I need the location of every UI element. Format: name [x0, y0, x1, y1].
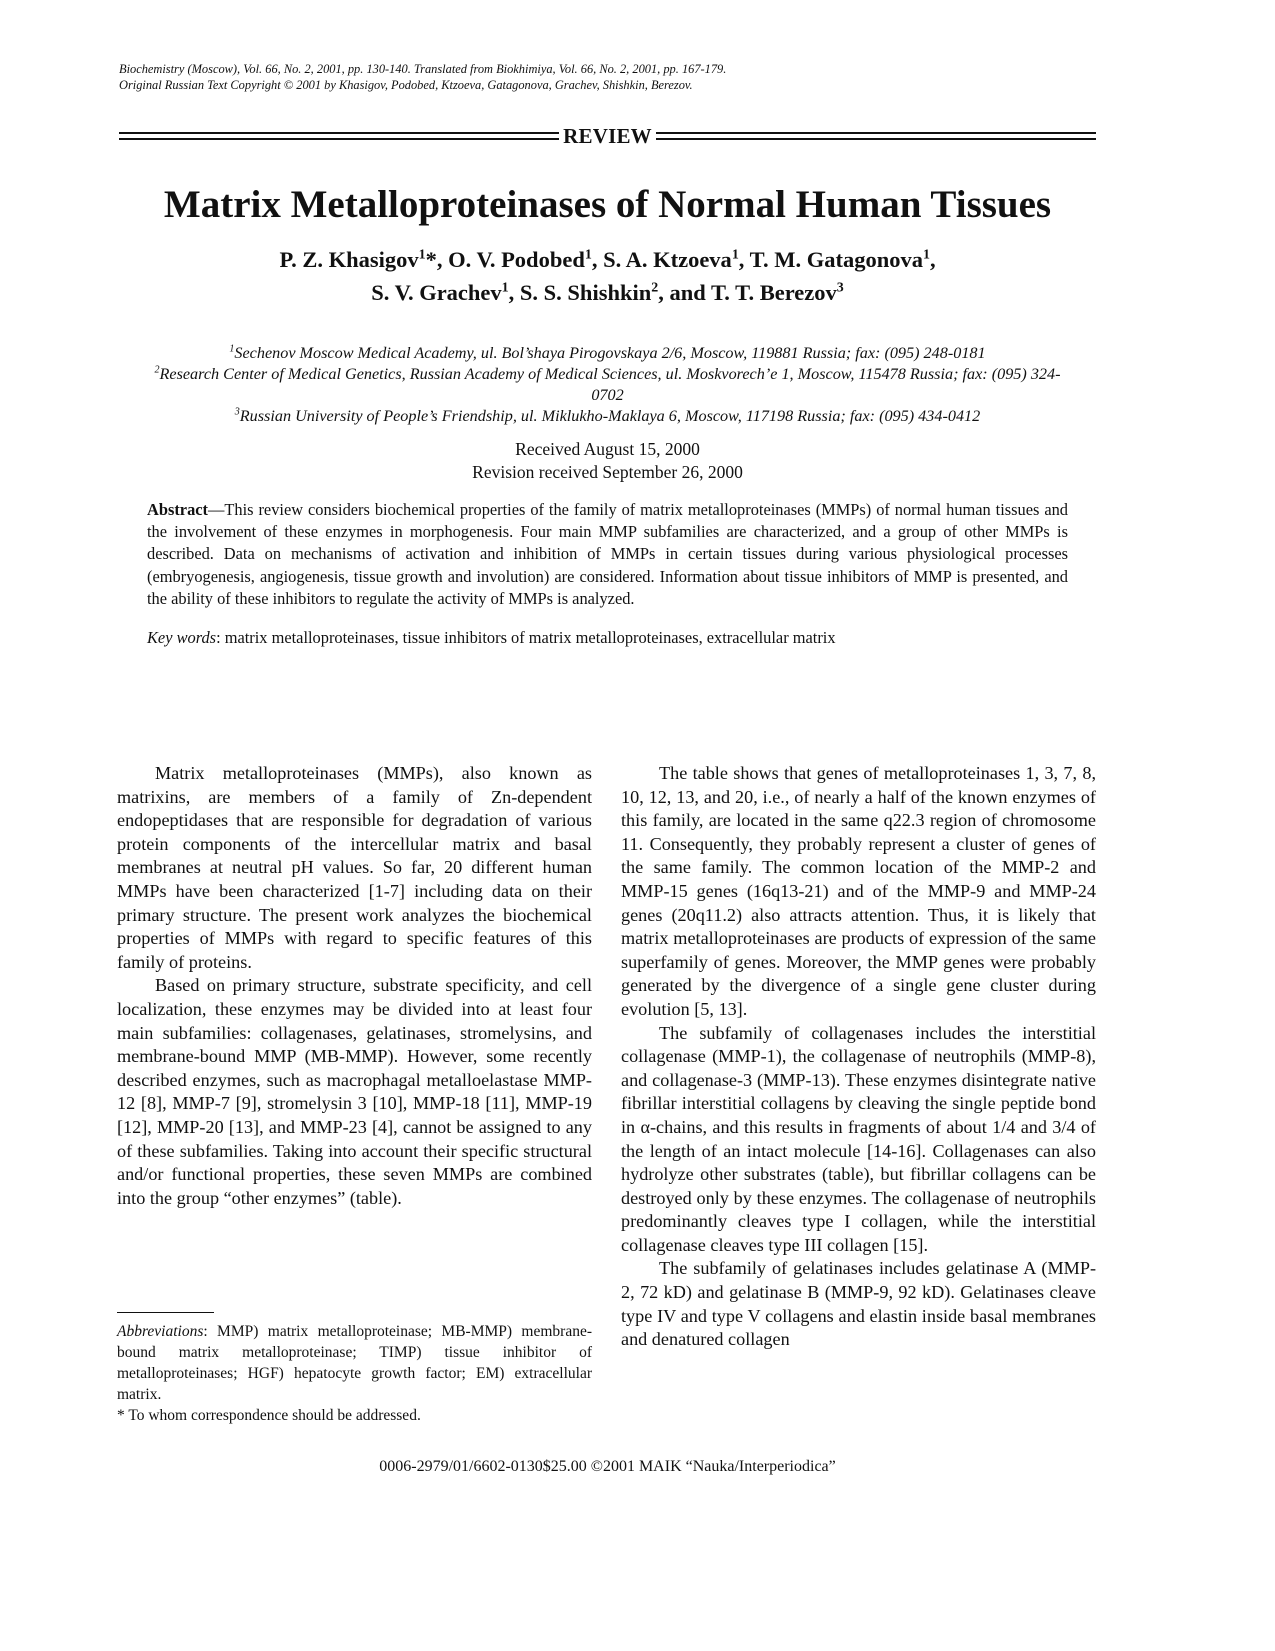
author-list [119, 243, 1096, 309]
keywords-label: Key words [147, 628, 217, 647]
section-header-bar [119, 124, 1096, 148]
author: T. T. Berezov$^3$ [710, 280, 844, 305]
author: O. V. Podobed$^1$, [448, 247, 604, 272]
section-rule-left [119, 132, 559, 140]
footnotes [117, 1321, 592, 1426]
abstract-text: —This review considers biochemical properties of the family of matrix metalloproteinases (MMPs) of normal human tissues and the involvement of these enzymes in morphogenesis. Four main MMP subfamilies are characterized, and a group of other MMPs is described. Data on mechanisms of activation and inhibition of MMPs in certain tissues during various physiological processes (embryogenesis, angiogenesis, tissue growth and involution) are considered. Information about tissue inhibitors of MMP is presented, and the ability of these inhibitors to regulate the activity of MMPs is analyzed. [147, 500, 1068, 608]
author-line-2 [119, 276, 1096, 309]
article-dates [119, 438, 1096, 484]
abbreviations-text: : MMP) matrix metalloproteinase; MB-MMP) membrane-bound matrix metalloproteinase; TIMP) tissue inhibitor of metalloproteinases; HGF) hepatocyte growth factor; EM) extracellular matrix. [117, 1323, 592, 1403]
body-paragraph: Matrix metalloproteinases (MMPs), also known as matrixins, are members of a family of Zn-dependent endopeptidases that are responsible for degradation of various protein components of the intercellular matrix and basal membranes at neutral pH values. So far, 20 different human MMPs have been characterized [1-7] including data on their primary structure. The present work analyzes the biochemical properties of MMPs with regard to specific features of this family of proteins. [117, 763, 592, 972]
author: S. A. Ktzoeva$^1$, [603, 247, 750, 272]
keywords-text: : matrix metalloproteinases, tissue inhibitors of matrix metalloproteinases, extracellular matrix [216, 628, 836, 647]
footnote-divider [117, 1312, 214, 1313]
abstract [147, 499, 1068, 610]
article-title: Matrix Metalloproteinases of Normal Human Tissues [163, 183, 1052, 226]
affiliation: $^1$Sechenov Moscow Medical Academy, ul. Bol’shaya Pirogovskaya 2/6, Moscow, 119881 Russia; fax: (095) 248-0181 [229, 343, 986, 362]
body-paragraph: The table shows that genes of metalloproteinases 1, 3, 7, 8, 10, 12, 13, and 20, i.e., of nearly a half of the known enzymes of this family, are located in the same q22.3 region of chromosome 11. Consequently, they probably represent a cluster of genes of the same family. The common location of the MMP-2 and MMP-15 genes (16q13-21) and of the MMP-9 and MMP-24 genes (20q11.2) also attracts attention. Thus, it is likely that matrix metalloproteinases are products of expression of the same superfamily of genes. Moreover, the MMP genes were probably generated by the divergence of a single gene cluster during evolution [5, 13]. [621, 763, 1096, 1019]
body-paragraph: Based on primary structure, substrate specificity, and cell localization, these enzymes may be divided into at least four main subfamilies: collagenases, gelatinases, stromelysins, and membrane-bound MMP (MB-MMP). However, some recently described enzymes, such as macrophagal metalloelastase MMP-12 [8], MMP-7 [9], stromelysin 3 [10], MMP-18 [11], MMP-19 [12], MMP-20 [13], and MMP-23 [4], cannot be assigned to any of these subfamilies. Taking into account their specific structural and/or functional properties, these seven MMPs are combined into the group “other enzymes” (table). [117, 975, 592, 1208]
body-paragraph: The subfamily of collagenases includes the interstitial collagenase (MMP-1), the collagenase of neutrophils (MMP-8), and collagenase-3 (MMP-13). These enzymes disintegrate native fibrillar interstitial collagens by cleaving the single peptide bond in α-chains, and this results in fragments of about 1/4 and 3/4 of the length of an intact molecule [14-16]. Collagenases can also hydrolyze other substrates (table), but fibrillar collagens can be destroyed only by these enzymes. The collagenase of neutrophils predominantly cleaves type I collagen, while the interstitial collagenase cleaves type III collagen [15]. [621, 1022, 1096, 1255]
journal-citation [119, 61, 1119, 93]
affiliation: $^2$Research Center of Medical Genetics, Russian Academy of Medical Sciences, ul. Moskvorech’e 1, Moscow, 115478 Russia; fax: (095) 324-0702 [154, 364, 1061, 404]
abbreviations-label: Abbreviations [117, 1323, 204, 1340]
abstract-label: Abstract [147, 500, 208, 519]
journal-citation-line-1: Biochemistry (Moscow), Vol. 66, No. 2, 2001, pp. 130-140. Translated from Biokhimiya, Vol. 66, No. 2, 2001, pp. 167-179. [119, 62, 727, 76]
correspondence-footnote: * To whom correspondence should be addressed. [117, 1407, 421, 1424]
journal-citation-line-2: Original Russian Text Copyright © 2001 by Khasigov, Podobed, Ktzoeva, Gatagonova, Grachev, Shishkin, Berezov. [119, 78, 693, 92]
body-column-left [117, 762, 592, 1210]
author: S. S. Shishkin$^2$, and [519, 280, 711, 305]
author-line-1 [119, 243, 1096, 276]
body-paragraph: The subfamily of gelatinases includes gelatinase A (MMP-2, 72 kD) and gelatinase B (MMP-9, 92 kD). Gelatinases cleave type IV and type V collagens and elastin inside basal membranes and denatured collagen [621, 1258, 1096, 1350]
revision-date: Revision received September 26, 2000 [472, 462, 743, 482]
author: T. M. Gatagonova$^1$, [749, 247, 936, 272]
abbreviations-footnote [117, 1321, 592, 1405]
section-rule-right [656, 132, 1096, 140]
affiliations [140, 343, 1075, 427]
author: P. Z. Khasigov$^1$*, [279, 247, 449, 272]
author: S. V. Grachev$^1$, [371, 280, 520, 305]
copyright-footer: 0006-2979/01/6602-0130$25.00 ©2001 MAIK “Nauka/Interperiodica” [379, 1458, 836, 1475]
affiliation: $^3$Russian University of People’s Friendship, ul. Miklukho-Maklaya 6, Moscow, 117198 Russia; fax: (095) 434-0412 [234, 406, 981, 425]
section-label: REVIEW [563, 123, 652, 148]
keywords [147, 627, 1068, 649]
body-column-right [621, 762, 1096, 1352]
received-date: Received August 15, 2000 [515, 439, 700, 459]
